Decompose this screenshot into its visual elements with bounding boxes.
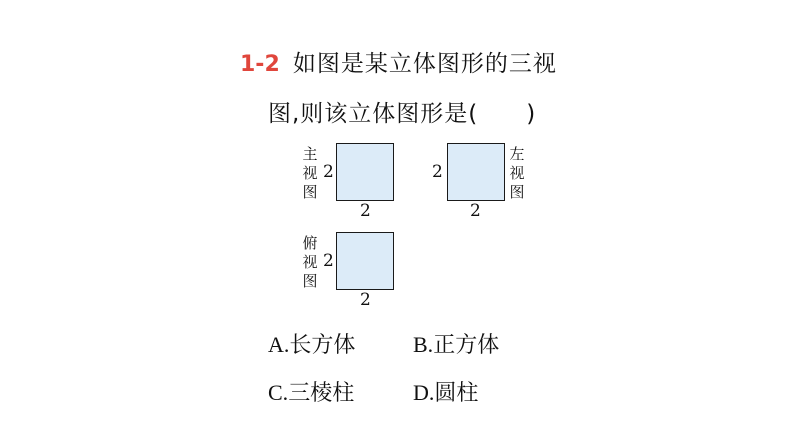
front-view-height: 2 <box>323 162 334 182</box>
option-d[interactable] <box>413 376 478 407</box>
front-view-label: 主视图 <box>302 145 318 201</box>
option-a-letter: A. <box>268 332 290 357</box>
option-c-text: 三棱柱 <box>288 381 355 406</box>
option-b-text: 正方体 <box>433 333 500 358</box>
option-c-letter: C. <box>268 380 289 405</box>
question-line-1: 如图是某立体图形的三视 <box>292 51 557 77</box>
front-view-square <box>336 143 394 201</box>
question-line-2: 图,则该立体图形是( ) <box>268 101 537 127</box>
left-view-width: 2 <box>470 201 481 221</box>
left-view-label: 左视图 <box>509 145 525 201</box>
option-b[interactable] <box>413 328 499 359</box>
option-d-text: 圆柱 <box>434 381 479 406</box>
left-view-height: 2 <box>432 162 443 182</box>
option-a[interactable] <box>268 328 355 359</box>
option-c[interactable] <box>268 376 354 407</box>
option-b-letter: B. <box>413 332 434 357</box>
top-view-label: 俯视图 <box>302 234 318 290</box>
top-view-width: 2 <box>360 290 371 310</box>
question-number: 1-2 <box>240 52 280 77</box>
option-a-text: 长方体 <box>289 333 356 358</box>
top-view-square <box>336 232 394 290</box>
front-view-width: 2 <box>360 201 371 221</box>
question <box>240 45 580 78</box>
option-d-letter: D. <box>413 380 435 405</box>
top-view-height: 2 <box>323 251 334 271</box>
left-view-square <box>447 143 505 201</box>
